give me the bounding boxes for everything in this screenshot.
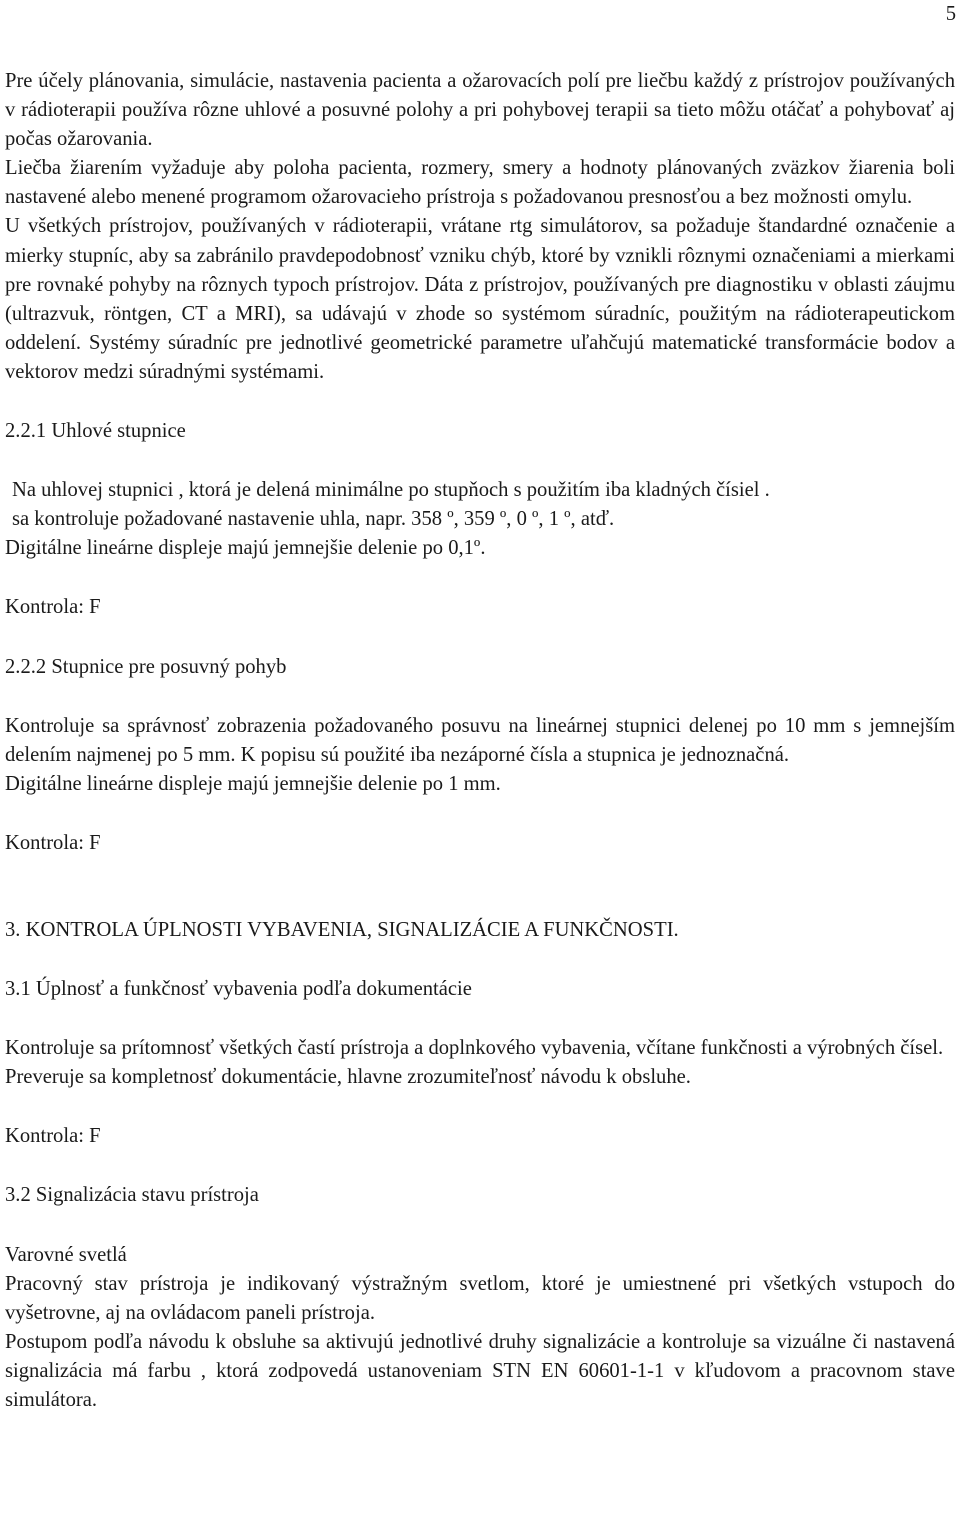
section-2-2-1-line-3: Digitálne lineárne displeje majú jemnejšie delenie po 0,1º. [5, 537, 486, 560]
section-2-2-1-heading: 2.2.1 Uhlové stupnice [5, 420, 186, 443]
section-2-2-2-paragraph-2: Digitálne lineárne displeje majú jemnejšie delenie po 1 mm. [5, 772, 501, 795]
intro-paragraph-1: Pre účely plánovania, simulácie, nastavenia pacienta a ožarovacích polí pre liečbu každý z prístrojov používaných v rádioterapii používa rôzne uhlové a posuvné polohy a pri pohybovej terapii sa tieto môžu otáčať a pohybovať aj počas ožarovania. [5, 70, 955, 151]
section-3-2-subheading: Varovné svetlá [5, 1243, 127, 1266]
document-body [5, 67, 955, 1415]
section-2-2-1-line-2: sa kontroluje požadované nastavenie uhla, napr. 358 º, 359 º, 0 º, 1 º, atď. [12, 508, 615, 531]
page-number: 5 [945, 3, 956, 25]
section-3-2-paragraph-2: Postupom podľa návodu k obsluhe sa aktivujú jednotlivé druhy signalizácie a kontroluje sa vizuálne či nastavená signalizácia má farbu , ktorá zodpovedá ustanoveniam STN EN 60601-1-1 v kľudovom a pracovnom stave simulátora. [5, 1330, 955, 1411]
section-2-2-1-control: Kontrola: F [5, 596, 101, 619]
section-3-1-paragraph-1: Kontroluje sa prítomnosť všetkých častí prístroja a doplnkového vybavenia, včítane funkčnosti a výrobných čísel. [5, 1037, 944, 1060]
section-2-2-2-paragraph-1: Kontroluje sa správnosť zobrazenia požadovaného posuvu na lineárnej stupnici delenej po 10 mm s jemnejším delením najmenej po 5 mm. K popisu sú použité iba nezáporné čísla a stupnica je jednoznačná. [5, 714, 955, 766]
section-3-2-paragraph-1: Pracovný stav prístroja je indikovaný výstražným svetlom, ktoré je umiestnené pri všetkých vstupoch do vyšetrovne, aj na ovládacom paneli prístroja. [5, 1272, 955, 1324]
section-3-1-control: Kontrola: F [5, 1125, 101, 1148]
section-3-1-paragraph-2: Preveruje sa kompletnosť dokumentácie, hlavne zrozumiteľnosť návodu k obsluhe. [5, 1066, 691, 1089]
section-2-2-1-line-1: Na uhlovej stupnici , ktorá je delená minimálne po stupňoch s použitím iba kladných čísiel . [12, 479, 770, 502]
section-3-1-heading: 3.1 Úplnosť a funkčnosť vybavenia podľa dokumentácie [5, 978, 472, 1001]
intro-paragraph-3: U všetkých prístrojov, používaných v rádioterapii, vrátane rtg simulátorov, sa požaduje štandardné označenie a mierky stupníc, aby sa zabránilo pravdepodobnosť vzniku chýb, ktoré by vznikli rôznymi označeniami a mierkami pre rovnaké pohyby na rôznych typoch prístrojov. Dáta z prístrojov, používaných pre diagnostiku v oblasti záujmu (ultrazvuk, röntgen, CT a MRI), sa udávajú v zhode so systémom súradníc, použitým na rádioterapeutickom oddelení. Systémy súradníc pre jednotlivé geometrické parametre uľahčujú matematické transformácie bodov a vektorov medzi súradnými systémami. [5, 215, 955, 383]
section-2-2-2-heading: 2.2.2 Stupnice pre posuvný pohyb [5, 655, 287, 678]
intro-paragraph-2: Liečba žiarením vyžaduje aby poloha pacienta, rozmery, smery a hodnoty plánovaných zväzkov žiarenia boli nastavené alebo menené programom ožarovacieho prístroja s požadovanou presnosťou a bez možnosti omylu. [5, 157, 955, 209]
section-3-2-heading: 3.2 Signalizácia stavu prístroja [5, 1184, 259, 1207]
section-3-heading: 3. KONTROLA ÚPLNOSTI VYBAVENIA, SIGNALIZÁCIE A FUNKČNOSTI. [5, 918, 679, 941]
section-2-2-2-control: Kontrola: F [5, 831, 101, 854]
